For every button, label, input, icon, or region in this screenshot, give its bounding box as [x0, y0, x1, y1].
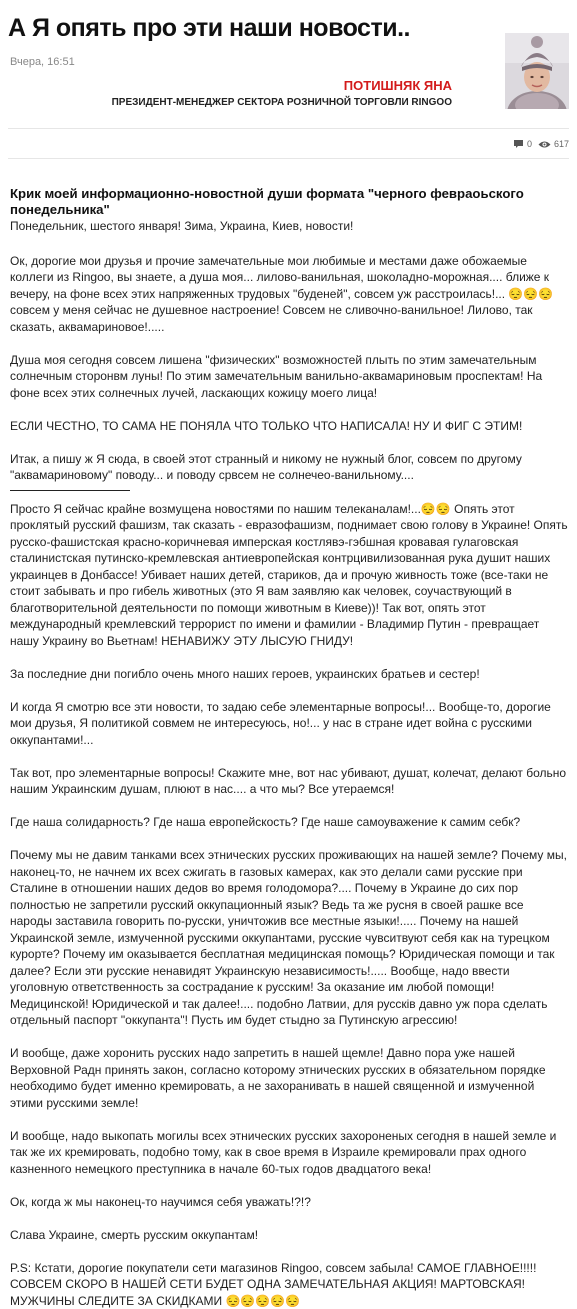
- article-paragraph: Ок, дорогие мои друзья и прочие замечательные мои любимые и местами даже обожаемые коллеги из Ringoo, вы знаете, а душа моя... лилово-ванильная, шоколадно-морожная.... ближе к вечеру, на фоне всех этих напряженных трудовых "буденей", совсем уж расстроилась!... 😔😔😔совсем у меня сейчас не душевное настроение! Совсем не сливочно-ванильное! Лилово, так сказать, аквамариновое!.....: [10, 253, 568, 336]
- stats-divider: [8, 158, 569, 159]
- views-count: 617: [554, 139, 569, 149]
- author-name[interactable]: ПОТИШНЯК ЯНА: [344, 78, 452, 93]
- article-paragraph: И вообще, даже хоронить русских надо запретить в нашей щемле! Давно пора уже нашей Верховной Радн принять закон, согласно которому этнических русских в обязательном порядке необходимо будет именно кремировать, а не захоранивать в нашей священной и измученной этими русскими земле!: [10, 1045, 568, 1111]
- article-paragraph: Слава Украине, смерть русским оккупантам!: [10, 1227, 568, 1244]
- eye-icon: [538, 140, 551, 149]
- section-rule: [10, 490, 130, 491]
- article-paragraph: За последние дни погибло очень много наших героев, украинских братьев и сестер!: [10, 666, 568, 683]
- article-paragraph: P.S: Кстати, дорогие покупатели сети магазинов Ringoo, совсем забыла! САМОЕ ГЛАВНОЕ!!!!! СОВСЕМ СКОРО В НАШЕЙ СЕТИ БУДЕТ ОДНА ЗАМЕЧАТЕЛЬНАЯ АКЦИЯ! МАРТОВСКАЯ! МУЖЧИНЫ СЛЕДИТЕ ЗА СКИДКАМИ 😔😔😔😔😔: [10, 1260, 568, 1309]
- article-paragraph: Ок, когда ж мы наконец-то научимся себя уважать!?!?: [10, 1194, 568, 1211]
- header-divider: [8, 128, 569, 129]
- avatar-photo-icon: [505, 33, 569, 109]
- article-paragraph: ЕСЛИ ЧЕСТНО, ТО САМА НЕ ПОНЯЛА ЧТО ТОЛЬКО ЧТО НАПИСАЛА! НУ И ФИГ С ЭТИМ!: [10, 418, 568, 435]
- comments-stat[interactable]: [513, 139, 532, 149]
- post-title: А Я опять про эти наши новости..: [8, 14, 410, 43]
- comment-bubble-icon: [513, 139, 524, 149]
- article-paragraph: Душа моя сегодня совсем лишена "физических" возможностей плыть по этим замечательным солнечным сторонвм луны! По этим замечательным ванильно-аквамариновым проспектам! На фоне всех этих солнечных лучей, ласкающих кожицу моего лица!: [10, 352, 568, 402]
- article-subline: Понедельник, шестого января! Зима, Украина, Киев, новости!: [10, 218, 568, 235]
- article-paragraph: Где наша солидарность? Где наша европейскость? Где наше самоуважение к самим себк?: [10, 814, 568, 831]
- article-paragraph: Просто Я сейчас крайне возмущена новостями по нашим телеканалам!...😔😔 Опять этот проклятый русский фашизм, так сказать - евразофашизм, поднимает свою голову в Украине! Опять русско-фашистская красно-коричневая имперская костлявэ-гэбшная кровавая гулаговская сталинистская путинско-кремлевская антиевропейская контрцивилизованная рука душит наших украинцев в Донбассе! Убивает наших детей, стариков, да и прочую живность тоже (все-таки не стоит забывать и про гибель животных (это Я вам заявляю как человек, соучаствующий в благотворительной деятельности по помощи животным в Киеве))! Так вот, опять этот международный кремлевский террорист по имени и фамилии - Владимир Путин - превращает нашу Украину во Вьетнам! НЕНАВИЖУ ЭТУ ЛЫСУЮ ГНИДУ!: [10, 501, 568, 650]
- article-paragraph: Итак, а пишу ж Я сюда, в своей этот странный и никому не нужный блог, совсем по другому "аквамариновому" поводу... и поводу срвсем не солнечео-ванильному....: [10, 451, 568, 484]
- article-headline: Крик моей информационно-новостной души формата "черного февраоьского понедельника": [10, 186, 568, 218]
- article-paragraph: И когда Я смотрю все эти новости, то задаю себе элементарные вопросы!... Вообще-то, дорогие мои друзья, Я политикой совмем не интересуюсь, но!... у нас в стране идет война с русскими оккупантами!...: [10, 699, 568, 749]
- post-timestamp: Вчера, 16:51: [10, 56, 75, 68]
- comments-count: 0: [527, 139, 532, 149]
- article-paragraph: Почему мы не давим танками всех этнических русских проживающих на нашей земле? Почему мы, наконец-то, не начнем их всех сжигать в газовых камерах, как это делали сами русские при Сталине в отношении наших дедов во время голодомора?.... Почему в Украине до сих пор полностью не запретили русский оккупационный язык? Ведь та же русня в своей рашке все народы заставила говорить по-русски, уничтожив все местные языки!..... Почему на нашей Украинской земле, измученной русскими оккупантами, русские чувситвуют себя как на турецком курорте? Почему им оказывается бесплатная медицинская помощь? Юридическая помощи и так далее? Если эти русские ненавидят Украинскую независимость!..... Вообще, надо ввести уголовную ответственность за сострадание к русским! За оказание им любой помощи! Медицинской! Юридической и так далее!.... подобно Латвии, для руссків давно уж пора сделать отдельный паспорт "оккупанта"! Пусть им будет стыдно за Путинскую агрессию!: [10, 847, 568, 1029]
- views-stat: [538, 139, 569, 149]
- article-paragraph: И вообще, надо выкопать могилы всех этнических русских захороненых сегодня в нашей земле и так же их кремировать, подобно тому, как в свое время в Израиле кремировали прах одного казненного немецкого преступника в начале 60-тых годов двадцатого века!: [10, 1128, 568, 1178]
- author-avatar[interactable]: [505, 33, 569, 109]
- author-role: ПРЕЗИДЕНТ-МЕНЕДЖЕР СЕКТОРА РОЗНИЧНОЙ ТОРГОВЛИ RINGOO: [112, 97, 452, 108]
- article-paragraph: Так вот, про элементарные вопросы! Скажите мне, вот нас убивают, душат, колечат, делают больно нашим Украинским душам, плюют в нас.... а что мы? Все утераемся!: [10, 765, 568, 798]
- post-stats: [513, 139, 569, 149]
- article-body: [10, 186, 568, 1309]
